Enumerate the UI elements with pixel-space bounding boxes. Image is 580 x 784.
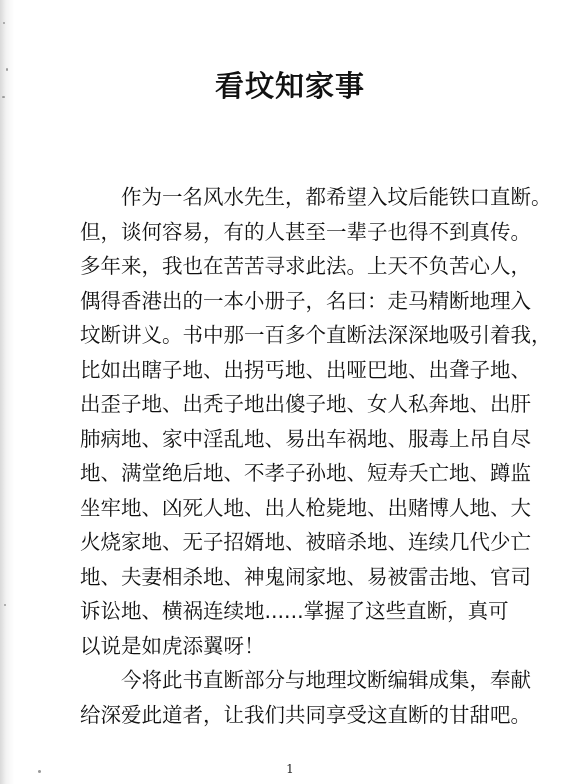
text-line: 多年来，我也在苦苦寻求此法。上天不负苦心人，	[80, 254, 531, 278]
text-line: 地、夫妻相杀地、神鬼闹家地、易被雷击地、官司	[80, 564, 531, 589]
text-line: 比如出瞎子地、出拐丐地、出哑巴地、出聋子地、	[80, 357, 531, 382]
text-line: 诉讼地、横祸连续地......掌握了这些直断，真可	[80, 599, 509, 623]
text-line: 给深爱此道者，让我们共同享受这直断的甘甜吧。	[80, 702, 531, 727]
text-line: 出歪子地、出秃子地出傻子地、女人私奔地、出肝	[80, 392, 531, 416]
text-line: 坟断讲义。书中那一百多个直断法深深地吸引着我，	[80, 323, 552, 347]
page-number: 1	[286, 762, 294, 776]
text-line: 以说是如虎添翼呀！	[80, 633, 265, 658]
scan-speck	[4, 604, 6, 606]
text-line: 作为一名风水先生，都希望入坟后能铁口直断。	[121, 185, 552, 209]
text-line: 但，谈何容易，有的人甚至一辈子也得不到真传。	[80, 219, 531, 244]
text-line: 坐牢地、凶死人地、出人枪毙地、出赌博人地、大	[80, 495, 531, 520]
scan-edge-shadow	[0, 0, 14, 784]
text-line: 偶得香港出的一本小册子，名曰：走马精断地理入	[80, 288, 531, 313]
document-title: 看坟知家事	[214, 69, 365, 103]
scan-speck	[3, 22, 5, 24]
document-body	[80, 180, 552, 732]
text-line: 火烧家地、无子招婿地、被暗杀地、连续几代少亡	[80, 530, 531, 554]
text-line: 今将此书直断部分与地理坟断编辑成集，奉献	[121, 668, 531, 692]
text-line: 肺病地、家中淫乱地、易出车祸地、服毒上吊自尽	[80, 426, 531, 451]
text-line: 地、满堂绝后地、不孝子孙地、短寿夭亡地、蹲监	[80, 461, 531, 485]
